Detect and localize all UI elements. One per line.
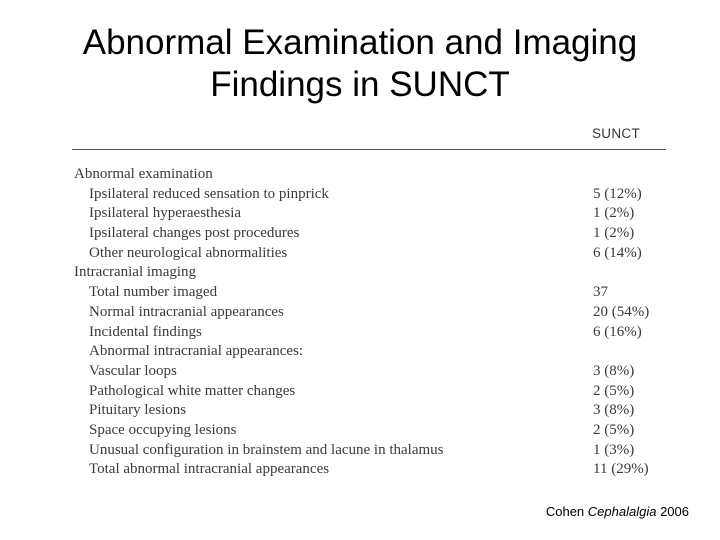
row-label: Ipsilateral reduced sensation to pinprick [89,185,329,202]
row-value: 3 (8%) [593,362,635,379]
row-value: 11 (29%) [593,461,649,478]
table-row [72,382,668,402]
table-row [72,283,668,303]
row-value: 1 (2%) [593,205,635,222]
table-row [72,165,668,185]
row-label: Intracranial imaging [74,264,197,281]
citation-year: 2006 [660,504,689,519]
row-label: Total number imaged [89,284,218,301]
table-row [72,362,668,382]
header-rule [72,149,666,150]
row-label: Other neurological abnormalities [89,244,288,261]
table-row [72,224,668,244]
row-label: Pathological white matter changes [89,382,296,399]
row-value: 6 (14%) [593,244,642,261]
row-value: 20 (54%) [593,303,650,320]
row-label: Incidental findings [89,323,202,340]
row-label: Vascular loops [89,362,177,379]
row-value: 1 (2%) [593,225,635,242]
row-label: Normal intracranial appearances [89,303,284,320]
row-value: 3 (8%) [593,402,635,419]
table-row [72,460,668,480]
table-rows [72,165,668,480]
table-row [72,401,668,421]
table-row [72,263,668,283]
row-label: Ipsilateral hyperaesthesia [89,205,242,222]
table-row [72,244,668,264]
table-row [72,421,668,441]
table-row [72,441,668,461]
row-label: Pituitary lesions [89,402,187,419]
row-value: 6 (16%) [593,323,642,340]
row-label: Total abnormal intracranial appearances [89,461,330,478]
table-row [72,204,668,224]
column-header: SUNCT [592,126,640,141]
citation [546,504,689,519]
title-line-1: Abnormal Examination and Imaging [82,23,638,62]
table-row [72,342,668,362]
row-label: Abnormal examination [74,166,213,182]
row-label: Abnormal intracranial appearances: [89,343,304,360]
table-row [72,323,668,343]
row-value: 2 (5%) [593,382,635,399]
table-row [72,185,668,205]
row-value: 1 (3%) [593,441,635,458]
row-label: Space occupying lesions [89,421,237,438]
citation-journal: Cephalalgia [587,504,657,519]
row-label: Ipsilateral changes post procedures [89,225,300,242]
table-row [72,303,668,323]
row-value: 5 (12%) [593,185,642,202]
citation-author: Cohen [545,504,585,519]
title-line-2: Findings in SUNCT [210,65,510,104]
row-value: 37 [593,284,608,301]
row-value: 2 (5%) [593,421,635,438]
row-label: Unusual configuration in brainstem and lacune in thalamus [89,441,444,458]
slide-title [0,22,720,106]
